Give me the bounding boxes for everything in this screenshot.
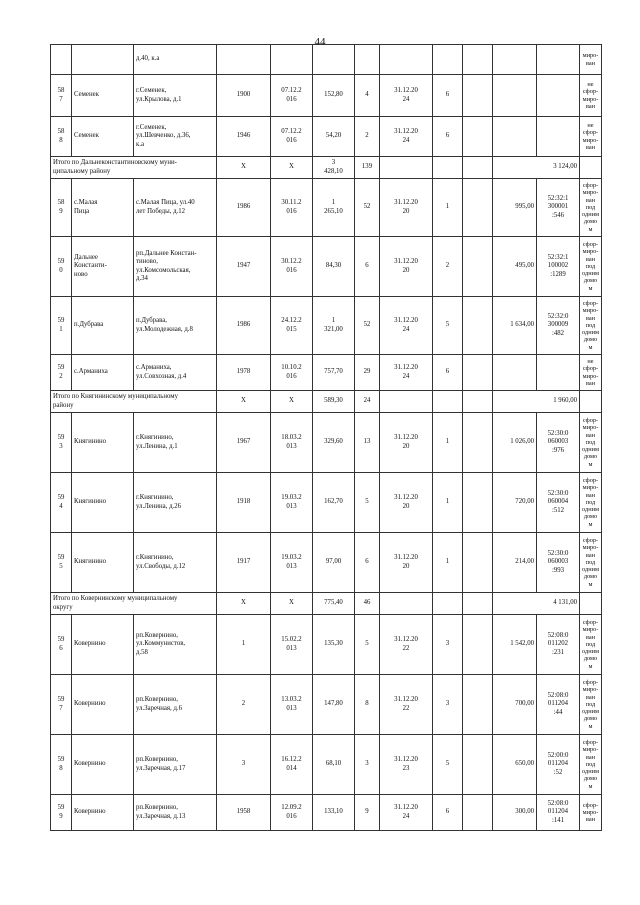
subtotal-area: 3 428,10 — [313, 157, 355, 179]
cell-row-number: 59 2 — [51, 355, 72, 391]
cell-cost: 495,00 — [493, 237, 537, 297]
cell-settlement: Семенек — [72, 75, 134, 117]
cell-area — [313, 45, 355, 75]
cell-land-status: сфор- миро- ван под одним домом — [580, 297, 602, 355]
cell-land-status: сфор- миро- ван под одним домом — [580, 735, 602, 795]
cell-recognition-date: 07.12.2 016 — [271, 75, 313, 117]
cell-recognition-date: 16.12.2 014 — [271, 735, 313, 795]
cell-cost: 700,00 — [493, 675, 537, 735]
cell-land-status: сфор- миро- ван под одним домом — [580, 179, 602, 237]
housing-registry-table — [50, 44, 602, 831]
cell-area: 97,00 — [313, 533, 355, 593]
subtotal-row — [51, 593, 602, 615]
cell-cadastral-number: 52:30:0 060003 :976 — [537, 413, 580, 473]
cell-cadastral-value — [463, 795, 493, 831]
subtotal-x: X — [271, 391, 313, 413]
empty-cell — [463, 593, 493, 615]
cell-land-status: сфор- миро- ван под одним домом — [580, 473, 602, 533]
cell-settlement: Семенек — [72, 117, 134, 157]
cell-year-built: 1900 — [217, 75, 271, 117]
cell-year-built: 1967 — [217, 413, 271, 473]
cell-settlement: п.Дубрава — [72, 297, 134, 355]
cell-residents: 6 — [355, 237, 380, 297]
cell-cost: 650,00 — [493, 735, 537, 795]
cell-land-status: не сфор- миро- ван — [580, 75, 602, 117]
cell-row-number — [51, 45, 72, 75]
cell-residents — [355, 45, 380, 75]
cell-address: д.40, к.а — [134, 45, 217, 75]
cell-class: 5 — [433, 297, 463, 355]
cell-settlement: Княгинино — [72, 473, 134, 533]
cell-cadastral-value — [463, 413, 493, 473]
cell-land-status: сфор- миро- ван под одним домом — [580, 237, 602, 297]
table-row — [51, 355, 602, 391]
cell-planned-date: 31.12.20 20 — [380, 473, 433, 533]
cell-year-built: 3 — [217, 735, 271, 795]
cell-land-status: сфор- миро- ван под одним домом — [580, 413, 602, 473]
cell-recognition-date: 19.03.2 013 — [271, 533, 313, 593]
table-row — [51, 533, 602, 593]
subtotal-label: Итого по Княгининскому муниципальному району — [51, 391, 217, 413]
cell-recognition-date: 07.12.2 016 — [271, 117, 313, 157]
cell-area: 757,70 — [313, 355, 355, 391]
cell-recognition-date: 15.02.2 013 — [271, 615, 313, 675]
cell-settlement: Ковернино — [72, 795, 134, 831]
cell-planned-date: 31.12.20 23 — [380, 735, 433, 795]
subtotal-cost: 1 960,00 — [493, 391, 580, 413]
subtotal-x: X — [217, 593, 271, 615]
table-row — [51, 615, 602, 675]
cell-class: 6 — [433, 795, 463, 831]
empty-cell — [380, 157, 433, 179]
cell-cadastral-value — [463, 533, 493, 593]
cell-cadastral-number — [537, 45, 580, 75]
cell-row-number: 59 3 — [51, 413, 72, 473]
cell-land-status: сфор- миро- ван под одним домом — [580, 615, 602, 675]
cell-year-built: 1978 — [217, 355, 271, 391]
cell-cadastral-value — [463, 75, 493, 117]
cell-recognition-date: 19.03.2 013 — [271, 473, 313, 533]
cell-settlement: Княгинино — [72, 413, 134, 473]
cell-residents: 4 — [355, 75, 380, 117]
cell-cost: 1 634,00 — [493, 297, 537, 355]
cell-cost — [493, 75, 537, 117]
cell-cadastral-value — [463, 473, 493, 533]
cell-cost: 214,00 — [493, 533, 537, 593]
subtotal-area: 589,30 — [313, 391, 355, 413]
subtotal-label: Итого по Ковернинскому муниципальному округу — [51, 593, 217, 615]
table-row — [51, 237, 602, 297]
subtotal-residents: 24 — [355, 391, 380, 413]
subtotal-x: X — [217, 391, 271, 413]
cell-residents: 3 — [355, 735, 380, 795]
cell-residents: 9 — [355, 795, 380, 831]
cell-settlement: с.Малая Пица — [72, 179, 134, 237]
cell-year-built: 1918 — [217, 473, 271, 533]
cell-area: 152,80 — [313, 75, 355, 117]
subtotal-residents: 46 — [355, 593, 380, 615]
subtotal-cost: 3 124,00 — [493, 157, 580, 179]
cell-area: 54,20 — [313, 117, 355, 157]
cell-cadastral-value — [463, 179, 493, 237]
cell-cadastral-value — [463, 735, 493, 795]
table-row — [51, 735, 602, 795]
subtotal-x: X — [271, 157, 313, 179]
cell-cadastral-value — [463, 117, 493, 157]
cell-class: 1 — [433, 179, 463, 237]
cell-year-built: 1986 — [217, 297, 271, 355]
cell-year-built: 1917 — [217, 533, 271, 593]
subtotal-cost: 4 131,00 — [493, 593, 580, 615]
subtotal-residents: 139 — [355, 157, 380, 179]
cell-cost: 1 026,00 — [493, 413, 537, 473]
table-row — [51, 117, 602, 157]
cell-cadastral-value — [463, 615, 493, 675]
cell-address: с.Арманиха, ул.Совхозная, д.4 — [134, 355, 217, 391]
cell-cadastral-number — [537, 75, 580, 117]
cell-area: 162,70 — [313, 473, 355, 533]
cell-cadastral-value — [463, 355, 493, 391]
cell-year-built: 1947 — [217, 237, 271, 297]
cell-cadastral-number: 52:08:0 011204 :141 — [537, 795, 580, 831]
cell-residents: 5 — [355, 473, 380, 533]
cell-recognition-date: 10.10.2 016 — [271, 355, 313, 391]
cell-residents: 52 — [355, 297, 380, 355]
cell-planned-date: 31.12.20 24 — [380, 795, 433, 831]
cell-cost — [493, 355, 537, 391]
cell-class: 1 — [433, 533, 463, 593]
cell-cost: 720,00 — [493, 473, 537, 533]
cell-cost — [493, 45, 537, 75]
cell-row-number: 58 9 — [51, 179, 72, 237]
cell-recognition-date: 12.09.2 016 — [271, 795, 313, 831]
subtotal-x: X — [271, 593, 313, 615]
cell-cadastral-value — [463, 237, 493, 297]
cell-class: 6 — [433, 117, 463, 157]
empty-cell — [463, 391, 493, 413]
cell-land-status: не сфор- миро- ван — [580, 355, 602, 391]
cell-settlement — [72, 45, 134, 75]
cell-cost: 995,00 — [493, 179, 537, 237]
cell-address: рп.Ковернино, ул.Заречная, д.6 — [134, 675, 217, 735]
cell-address: п.Дубрава, ул.Молодежная, д.8 — [134, 297, 217, 355]
cell-class: 1 — [433, 413, 463, 473]
cell-area: 147,80 — [313, 675, 355, 735]
cell-residents: 6 — [355, 533, 380, 593]
empty-cell — [580, 157, 602, 179]
cell-planned-date: 31.12.20 20 — [380, 237, 433, 297]
cell-class: 5 — [433, 735, 463, 795]
cell-area: 1 321,00 — [313, 297, 355, 355]
cell-class: 6 — [433, 75, 463, 117]
cell-planned-date: 31.12.20 20 — [380, 179, 433, 237]
empty-cell — [433, 157, 463, 179]
cell-residents: 5 — [355, 615, 380, 675]
cell-planned-date: 31.12.20 24 — [380, 117, 433, 157]
cell-cadastral-number: 52:08:0 011204 :44 — [537, 675, 580, 735]
cell-class: 3 — [433, 615, 463, 675]
cell-cost: 1 542,00 — [493, 615, 537, 675]
cell-cadastral-number: 52:32:1 300001 :546 — [537, 179, 580, 237]
cell-cadastral-number: 52:00:0 011204 :52 — [537, 735, 580, 795]
table-body — [51, 45, 602, 831]
cell-year-built: 1958 — [217, 795, 271, 831]
cell-residents: 52 — [355, 179, 380, 237]
table-row — [51, 473, 602, 533]
table-row — [51, 179, 602, 237]
cell-settlement: Дальнее Константи- ново — [72, 237, 134, 297]
cell-settlement: Княгинино — [72, 533, 134, 593]
cell-area: 68,10 — [313, 735, 355, 795]
cell-row-number: 59 5 — [51, 533, 72, 593]
cell-class: 6 — [433, 355, 463, 391]
cell-year-built: 2 — [217, 675, 271, 735]
cell-residents: 13 — [355, 413, 380, 473]
cell-land-status: сфор- миро- ван под одним домом — [580, 675, 602, 735]
cell-address: рп.Дальнее Констан- тиново, ул.Комсомольская, д.34 — [134, 237, 217, 297]
cell-cadastral-value — [463, 297, 493, 355]
table-row — [51, 413, 602, 473]
cell-recognition-date: 18.03.2 013 — [271, 413, 313, 473]
table-row — [51, 297, 602, 355]
subtotal-label: Итого по Дальнеконстантиновскому муни- ципальному району — [51, 157, 217, 179]
cell-row-number: 58 8 — [51, 117, 72, 157]
cell-row-number: 59 4 — [51, 473, 72, 533]
cell-row-number: 59 7 — [51, 675, 72, 735]
cell-cadastral-value — [463, 675, 493, 735]
cell-area: 133,10 — [313, 795, 355, 831]
cell-planned-date: 31.12.20 20 — [380, 413, 433, 473]
cell-year-built: 1986 — [217, 179, 271, 237]
cell-residents: 2 — [355, 117, 380, 157]
cell-row-number: 59 9 — [51, 795, 72, 831]
cell-planned-date: 31.12.20 22 — [380, 675, 433, 735]
cell-area: 329,60 — [313, 413, 355, 473]
cell-address: г.Семенек, ул.Шевченко, д.36, к.а — [134, 117, 217, 157]
subtotal-area: 775,40 — [313, 593, 355, 615]
cell-address: рп.Ковернино, ул.Коммунистов, д.58 — [134, 615, 217, 675]
cell-recognition-date: 30.11.2 016 — [271, 179, 313, 237]
empty-cell — [380, 391, 433, 413]
cell-cadastral-number: 52:30:0 060003 :993 — [537, 533, 580, 593]
cell-planned-date: 31.12.20 24 — [380, 297, 433, 355]
cell-residents: 29 — [355, 355, 380, 391]
cell-planned-date: 31.12.20 24 — [380, 355, 433, 391]
cell-cadastral-number: 52:08:0 011202 :231 — [537, 615, 580, 675]
cell-cadastral-number — [537, 355, 580, 391]
cell-area: 135,30 — [313, 615, 355, 675]
empty-cell — [580, 391, 602, 413]
cell-address: рп.Ковернино, ул.Заречная, д.17 — [134, 735, 217, 795]
cell-class — [433, 45, 463, 75]
cell-planned-date — [380, 45, 433, 75]
table-row — [51, 675, 602, 735]
empty-cell — [380, 593, 433, 615]
cell-row-number: 59 0 — [51, 237, 72, 297]
cell-cost — [493, 117, 537, 157]
cell-area: 84,30 — [313, 237, 355, 297]
empty-cell — [463, 157, 493, 179]
cell-recognition-date: 24.12.2 015 — [271, 297, 313, 355]
cell-planned-date: 31.12.20 22 — [380, 615, 433, 675]
cell-area: 1 265,10 — [313, 179, 355, 237]
cell-settlement: Ковернино — [72, 675, 134, 735]
cell-recognition-date: 13.03.2 013 — [271, 675, 313, 735]
cell-class: 2 — [433, 237, 463, 297]
empty-cell — [580, 593, 602, 615]
cell-cost: 300,00 — [493, 795, 537, 831]
cell-recognition-date — [271, 45, 313, 75]
cell-land-status: не сфор- миро- ван — [580, 117, 602, 157]
cell-cadastral-number: 52:32:1 100002 :1289 — [537, 237, 580, 297]
cell-address: г.Княгинино, ул.Ленина, д.1 — [134, 413, 217, 473]
cell-address: рп.Ковернино, ул.Заречная, д.13 — [134, 795, 217, 831]
cell-address: с.Малая Пица, ул.40 лет Победы, д.12 — [134, 179, 217, 237]
cell-address: г.Семенек, ул.Крылова, д.1 — [134, 75, 217, 117]
cell-land-status: сфор- миро- ван под одним домом — [580, 533, 602, 593]
cell-settlement: Ковернино — [72, 615, 134, 675]
page-number: 44 — [314, 36, 326, 48]
cell-class: 3 — [433, 675, 463, 735]
cell-row-number: 59 8 — [51, 735, 72, 795]
cell-settlement: Ковернино — [72, 735, 134, 795]
cell-year-built: 1 — [217, 615, 271, 675]
cell-row-number: 59 6 — [51, 615, 72, 675]
table-row — [51, 45, 602, 75]
cell-recognition-date: 30.12.2 016 — [271, 237, 313, 297]
cell-class: 1 — [433, 473, 463, 533]
cell-address: г.Княгинино, ул.Ленина, д.26 — [134, 473, 217, 533]
cell-year-built: 1946 — [217, 117, 271, 157]
table-row — [51, 75, 602, 117]
subtotal-row — [51, 391, 602, 413]
cell-residents: 8 — [355, 675, 380, 735]
empty-cell — [433, 593, 463, 615]
cell-land-status: сфор- миро- ван — [580, 795, 602, 831]
cell-cadastral-number: 52:32:0 300009 :482 — [537, 297, 580, 355]
cell-cadastral-value — [463, 45, 493, 75]
cell-year-built — [217, 45, 271, 75]
cell-land-status: миро- ван — [580, 45, 602, 75]
table-row — [51, 795, 602, 831]
cell-row-number: 58 7 — [51, 75, 72, 117]
cell-cadastral-number: 52:30:0 060004 :512 — [537, 473, 580, 533]
cell-address: г.Княгинино, ул.Свободы, д.12 — [134, 533, 217, 593]
cell-planned-date: 31.12.20 20 — [380, 533, 433, 593]
cell-row-number: 59 1 — [51, 297, 72, 355]
cell-planned-date: 31.12.20 24 — [380, 75, 433, 117]
subtotal-row — [51, 157, 602, 179]
subtotal-x: X — [217, 157, 271, 179]
cell-cadastral-number — [537, 117, 580, 157]
cell-settlement: с.Арманиха — [72, 355, 134, 391]
empty-cell — [433, 391, 463, 413]
